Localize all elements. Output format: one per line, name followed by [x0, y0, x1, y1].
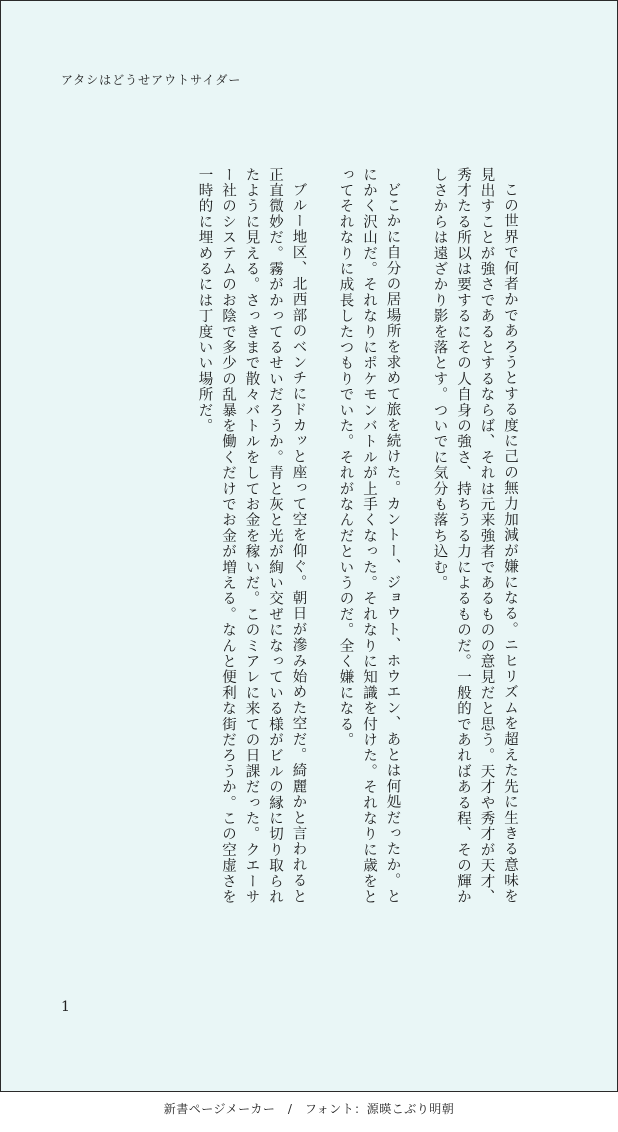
running-head: アタシはどうせアウトサイダー: [61, 73, 242, 87]
body-text: [71, 167, 521, 917]
paragraph-3: ブルー地区、北西部のベンチにドカッと座って空を仰ぐ。朝日が滲み始めた空だ。綺麗かと言われると正直微妙だ。霧がかってるせいだろうか。青と灰と光が絢い交ぜになっている様がビルの縁に切り取られたように見える。さっきまで散々バトルをしてお金を稼いだ。このミアレに来ての日課だった。クエーサー社のシステムのお陰で多少の乱暴を働くだけでお金が増える。なんと便利な街だろうか。この空虚さを一時的に埋めるには丁度いい場所だ。: [196, 167, 307, 905]
paragraph-2: どこかに自分の居場所を求めて旅を続けた。カントー、ジョウト、ホウエン、あとは何処だったか。とにかく沢山だ。それなりにポケモンバトルが上手くなった。それなりに知識を付けた。それなりに歳をとってそれなりに成長したつもりでいた。それがなんだというのだ。全く嫌になる。: [337, 167, 401, 905]
paragraph-1: この世界で何者かであろうとする度に己の無力加減が嫌になる。ニヒリズムを超えた先に生きる意味を見出すことが強さであるとするならば、それは元来強者であるものの意見だと思う。天才や秀才が天才、秀才たる所以は要するにその人自身の強さ、持ちうる力によるものだ。一般的であればある程、その輝かしさからは遠ざかり影を落とす。ついでに気分も落ち込む。: [431, 167, 518, 905]
footer-credit: 新書ページメーカー / フォント：源暎こぶり明朝: [163, 1102, 455, 1116]
page-number: 1: [61, 999, 70, 1015]
